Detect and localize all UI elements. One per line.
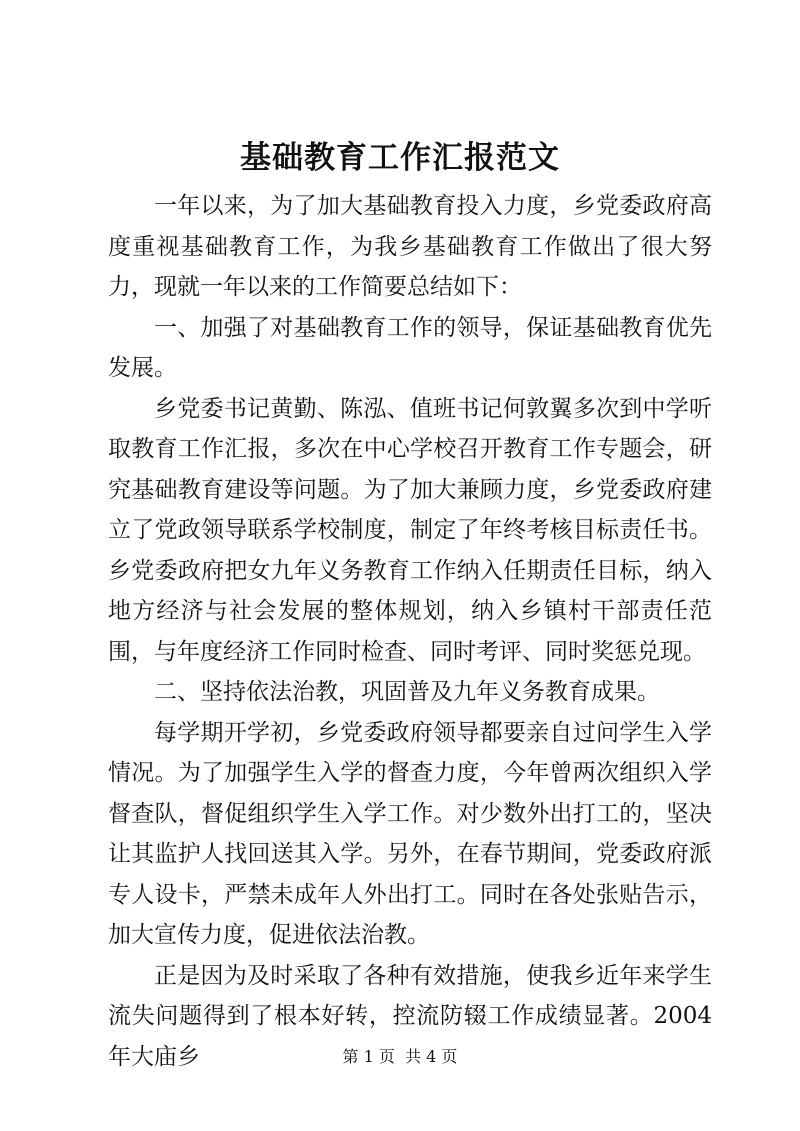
page-number: 第 1 页 共 4 页 [342, 1047, 458, 1066]
section-heading-1: 一、加强了对基础教育工作的领导，保证基础教育优先发展。 [108, 314, 712, 381]
paragraph-leadership: 乡党委书记黄勤、陈泓、值班书记何敦翼多次到中学听取教育工作汇报，多次在中心学校召开教育工作专题会，研究基础教育建设等问题。为了加大兼顾力度，乡党委政府建立了党政领导联系学校制度，制定了年终考核目标责任书。乡党委政府把女九年义务教育工作纳入任期责任目标，纳入地方经济与社会发展的整体规划，纳入乡镇村干部责任范围，与年度经济工作同时检查、同时考评、同时奖惩兑现。 [108, 395, 712, 665]
document-body [108, 186, 712, 1077]
section-heading-2: 二、坚持依法治教，巩固普及九年义务教育成果。 [154, 679, 660, 705]
paragraph-enrollment: 每学期开学初，乡党委政府领导都要亲自过问学生入学情况。为了加强学生入学的督查力度，今年曾两次组织入学督查队，督促组织学生入学工作。对少数外出打工的，坚决让其监护人找回送其入学。另外，在春节期间，党委政府派专人设卡，严禁未成年人外出打工。同时在各处张贴告示，加大宣传力度，促进依法治教。 [108, 719, 712, 948]
paragraph-results: 正是因为及时采取了各种有效措施，使我乡近年来学生流失问题得到了根本好转，控流防辍工作成绩显著。2004 年大庙乡 [108, 962, 712, 1070]
paragraph-intro: 一年以来，为了加大基础教育投入力度，乡党委政府高度重视基础教育工作，为我乡基础教育工作做出了很大努力，现就一年以来的工作简要总结如下： [108, 193, 712, 300]
page-footer [0, 1046, 800, 1068]
document-title: 基础教育工作汇报范文 [240, 140, 560, 176]
